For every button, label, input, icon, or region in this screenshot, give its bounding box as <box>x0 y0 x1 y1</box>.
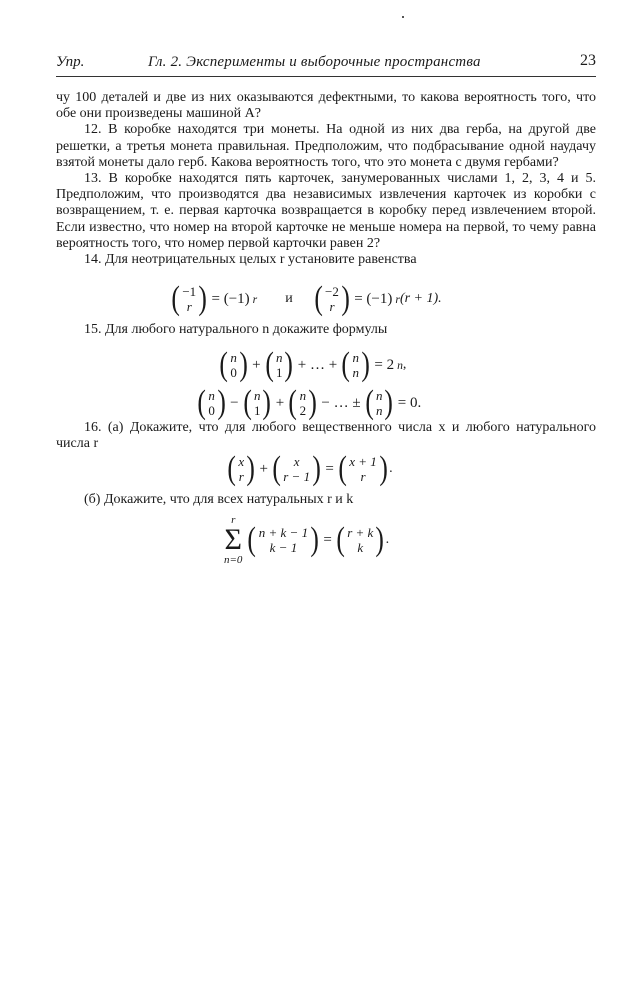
summation: r Σ n=0 <box>224 514 243 566</box>
exponent: r <box>252 292 258 306</box>
exercise-15: 15. Для любого натурального n докажите формулы <box>84 322 388 337</box>
exercise-16b: (б) Докажите, что для всех натуральных r и k <box>84 492 354 507</box>
ellipsis: + … + <box>297 356 338 373</box>
page-body <box>56 90 596 268</box>
equals-sign: = 0. <box>397 394 422 411</box>
header-rule <box>56 76 596 77</box>
equals-sign: = (−1) <box>211 290 250 307</box>
formula-16a: ( x r ) + ( x r − 1 ) = ( x + 1 r ) . <box>227 450 393 487</box>
formula-15b: ( n 0 ) − ( n 1 ) + ( n 2 ) − … ± ( n n ) = 0. <box>196 386 424 420</box>
exercise-13: 13. В коробке находятся пять карточек, занумерованных числами 1, 2, 3, 4 и 5. Предположим, что производятся два независимых извлечения карточек из коробки с возвращением, т. е. первая карточка возвращается в коробку перед извлечением второй. Если известно, что номер на второй карточке не меньше номера на первой, то чему равна вероятность того, что номер первой карточки равен 2? <box>56 171 596 251</box>
exercise-14: 14. Для неотрицательных целых r установите равенства <box>84 252 417 268</box>
exponent: r <box>395 292 400 306</box>
binomial: ( n n ) <box>341 346 370 383</box>
header-chapter-title: Гл. 2. Эксперименты и выборочные пространства <box>148 54 481 70</box>
binomial: ( n 0 ) <box>219 346 248 383</box>
binomial: ( x r ) <box>227 450 256 487</box>
running-header <box>56 52 596 74</box>
exercise-16a: 16. (а) Докажите, что для любого вещественного числа x и любого натурального числа r <box>56 420 596 452</box>
binomial: ( x + 1 r ) <box>338 450 388 487</box>
formula-15a: ( n 0 ) + ( n 1 ) + … + ( n n ) = 2 n , <box>219 346 407 383</box>
exponent: n <box>397 358 403 372</box>
binomial: ( n + k − 1 k − 1 ) <box>247 521 320 558</box>
binomial: ( n 2 ) <box>288 384 317 421</box>
page-number: 23 <box>580 52 596 69</box>
ellipsis: − … ± <box>321 394 361 411</box>
binomial: ( −1 r ) <box>171 280 208 317</box>
equals-sign: = (−1) <box>354 290 393 307</box>
binomial: ( n 1 ) <box>243 384 272 421</box>
formula-16b: r Σ n=0 ( n + k − 1 k − 1 ) = ( r + k k ) . <box>224 514 390 566</box>
formula-tail: (r + 1). <box>399 291 442 306</box>
binomial: ( n 1 ) <box>265 346 294 383</box>
binomial: ( n n ) <box>365 384 394 421</box>
binomial: ( r + k k ) <box>336 521 385 558</box>
equals-sign: = 2 <box>374 356 395 373</box>
scan-speck <box>402 16 404 18</box>
exercise-12: 12. В коробке находятся три монеты. На одной из них два герба, на другой две решетки, а третья монета правильная. Предположим, что подбрасывание одной наудачу взятой монеты дало герб. Какова вероятность того, что это монета с двумя гербами? <box>56 122 596 170</box>
paragraph-continuation: чу 100 деталей и две из них оказываются дефектными, то какова вероятность того, что обе они произведены машиной A? <box>56 90 596 122</box>
binomial: ( x r − 1 ) <box>272 450 321 487</box>
conjunction: и <box>285 291 293 306</box>
binomial: ( −2 r ) <box>314 280 350 317</box>
formula-14 <box>170 282 442 316</box>
header-section-label: Упр. <box>56 54 85 70</box>
binomial: ( n 0 ) <box>197 384 226 421</box>
